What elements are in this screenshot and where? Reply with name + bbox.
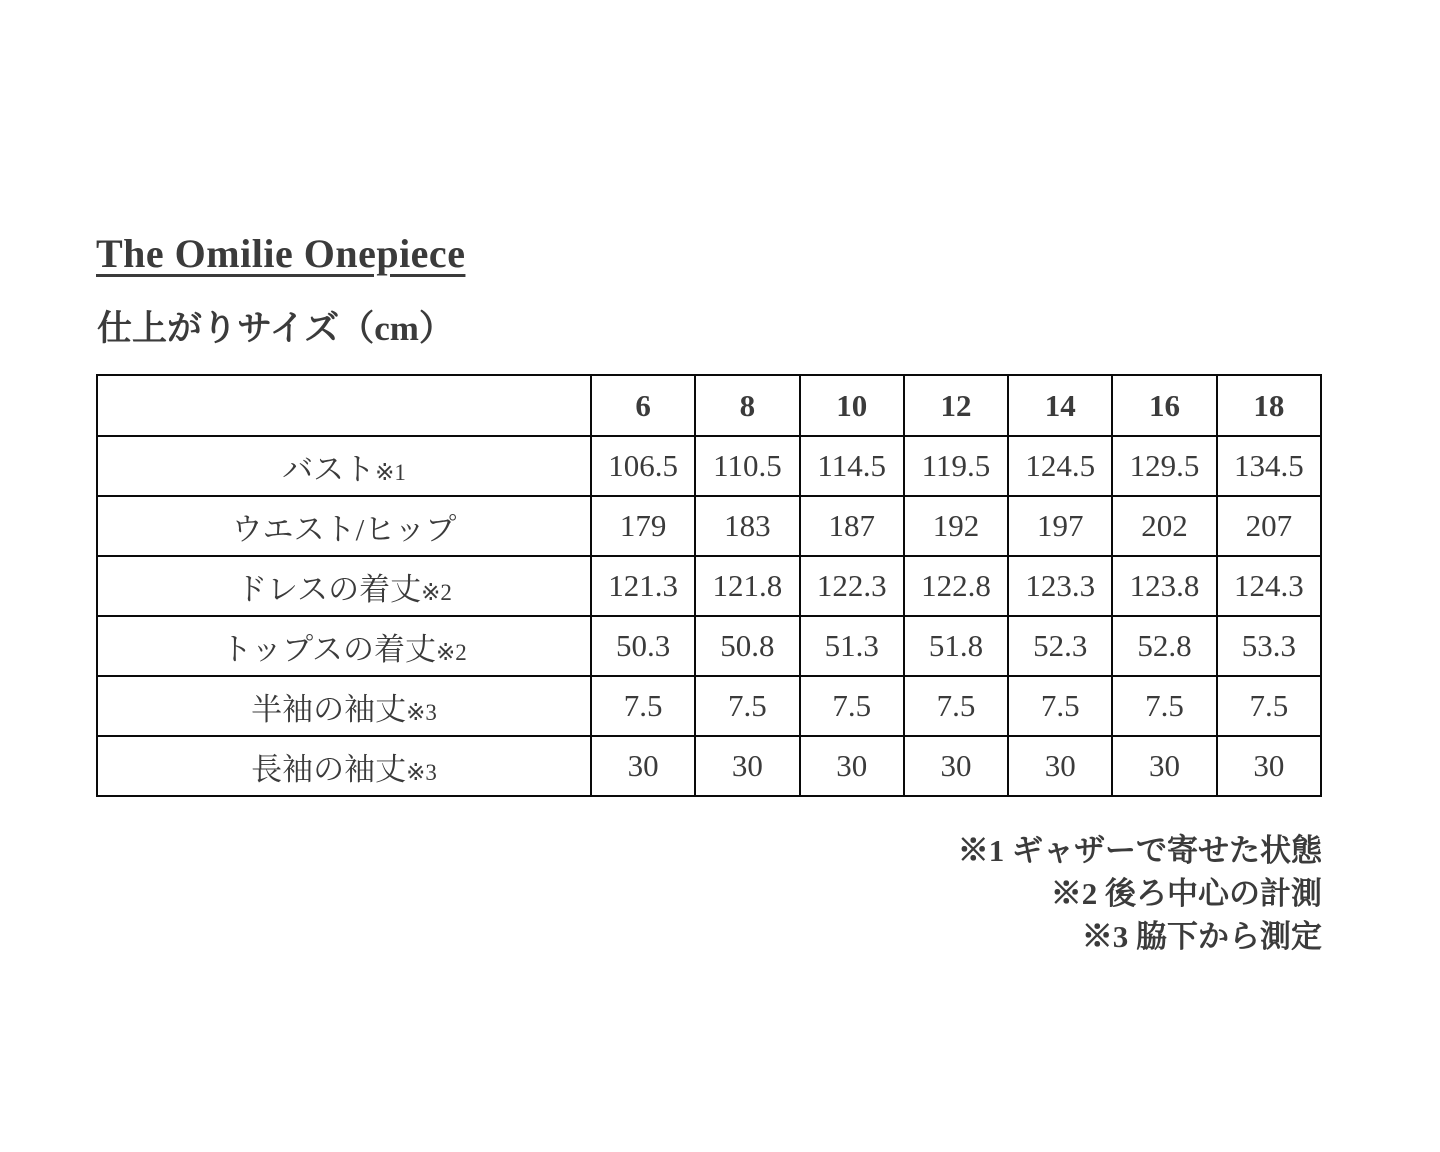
footnotes xyxy=(96,829,1322,958)
value-cell: 51.3 xyxy=(800,616,904,676)
value-cell: 123.8 xyxy=(1112,556,1216,616)
footnote-3: ※3 脇下から測定 xyxy=(1081,919,1322,954)
table-row xyxy=(97,676,1321,736)
value-cell: 106.5 xyxy=(591,436,695,496)
row-label-note: ※2 xyxy=(436,639,467,665)
value-cell: 187 xyxy=(800,496,904,556)
value-cell: 30 xyxy=(591,736,695,796)
table-row xyxy=(97,736,1321,796)
row-label-text: 長袖の袖丈 xyxy=(251,751,407,787)
size-header-6: 6 xyxy=(591,375,695,436)
value-cell: 52.3 xyxy=(1008,616,1112,676)
value-cell: 50.3 xyxy=(591,616,695,676)
table-row xyxy=(97,436,1321,496)
size-header-16: 16 xyxy=(1112,375,1216,436)
row-label xyxy=(97,436,591,496)
value-cell: 30 xyxy=(800,736,904,796)
value-cell: 110.5 xyxy=(695,436,799,496)
document-page xyxy=(96,0,1324,958)
value-cell: 30 xyxy=(904,736,1008,796)
value-cell: 121.8 xyxy=(695,556,799,616)
value-cell: 119.5 xyxy=(904,436,1008,496)
row-label-note: ※2 xyxy=(421,579,452,605)
value-cell: 179 xyxy=(591,496,695,556)
footnote-2: ※2 後ろ中心の計測 xyxy=(1050,876,1322,911)
row-label-text: バスト xyxy=(282,451,376,487)
value-cell: 51.8 xyxy=(904,616,1008,676)
value-cell: 124.3 xyxy=(1217,556,1321,616)
value-cell: 202 xyxy=(1112,496,1216,556)
row-label-note: ※1 xyxy=(375,459,406,485)
table-row xyxy=(97,556,1321,616)
row-label xyxy=(97,556,591,616)
value-cell: 7.5 xyxy=(800,676,904,736)
size-header-12: 12 xyxy=(904,375,1008,436)
size-header-row xyxy=(97,375,1321,436)
value-cell: 7.5 xyxy=(591,676,695,736)
footnote-1: ※1 ギャザーで寄せた状態 xyxy=(957,833,1322,868)
value-cell: 7.5 xyxy=(1008,676,1112,736)
value-cell: 53.3 xyxy=(1217,616,1321,676)
page-title: The Omilie Onepiece xyxy=(96,231,466,276)
row-label xyxy=(97,496,591,556)
row-label-text: ウエスト/ヒップ xyxy=(231,511,457,547)
size-header-10: 10 xyxy=(800,375,904,436)
value-cell: 134.5 xyxy=(1217,436,1321,496)
row-label-text: 半袖の袖丈 xyxy=(251,691,407,727)
value-cell: 52.8 xyxy=(1112,616,1216,676)
size-table-head xyxy=(97,375,1321,436)
value-cell: 183 xyxy=(695,496,799,556)
corner-empty-cell xyxy=(97,375,591,436)
value-cell: 30 xyxy=(1008,736,1112,796)
value-cell: 7.5 xyxy=(904,676,1008,736)
value-cell: 207 xyxy=(1217,496,1321,556)
value-cell: 7.5 xyxy=(695,676,799,736)
value-cell: 50.8 xyxy=(695,616,799,676)
row-label-text: ドレスの着丈 xyxy=(236,571,422,607)
size-header-8: 8 xyxy=(695,375,799,436)
value-cell: 192 xyxy=(904,496,1008,556)
value-cell: 197 xyxy=(1008,496,1112,556)
value-cell: 7.5 xyxy=(1112,676,1216,736)
value-cell: 114.5 xyxy=(800,436,904,496)
row-label-text: トップスの着丈 xyxy=(221,631,437,667)
table-row xyxy=(97,616,1321,676)
value-cell: 7.5 xyxy=(1217,676,1321,736)
value-cell: 30 xyxy=(1112,736,1216,796)
row-label xyxy=(97,676,591,736)
page-subtitle: 仕上がりサイズ（cm） xyxy=(97,309,454,348)
size-table-body xyxy=(97,436,1321,796)
value-cell: 30 xyxy=(1217,736,1321,796)
table-row xyxy=(97,496,1321,556)
value-cell: 129.5 xyxy=(1112,436,1216,496)
row-label-note: ※3 xyxy=(406,759,437,785)
row-label xyxy=(97,616,591,676)
size-chart-table xyxy=(96,374,1322,797)
value-cell: 123.3 xyxy=(1008,556,1112,616)
value-cell: 121.3 xyxy=(591,556,695,616)
size-header-14: 14 xyxy=(1008,375,1112,436)
value-cell: 122.3 xyxy=(800,556,904,616)
value-cell: 122.8 xyxy=(904,556,1008,616)
row-label xyxy=(97,736,591,796)
value-cell: 124.5 xyxy=(1008,436,1112,496)
size-header-18: 18 xyxy=(1217,375,1321,436)
value-cell: 30 xyxy=(695,736,799,796)
row-label-note: ※3 xyxy=(406,699,437,725)
